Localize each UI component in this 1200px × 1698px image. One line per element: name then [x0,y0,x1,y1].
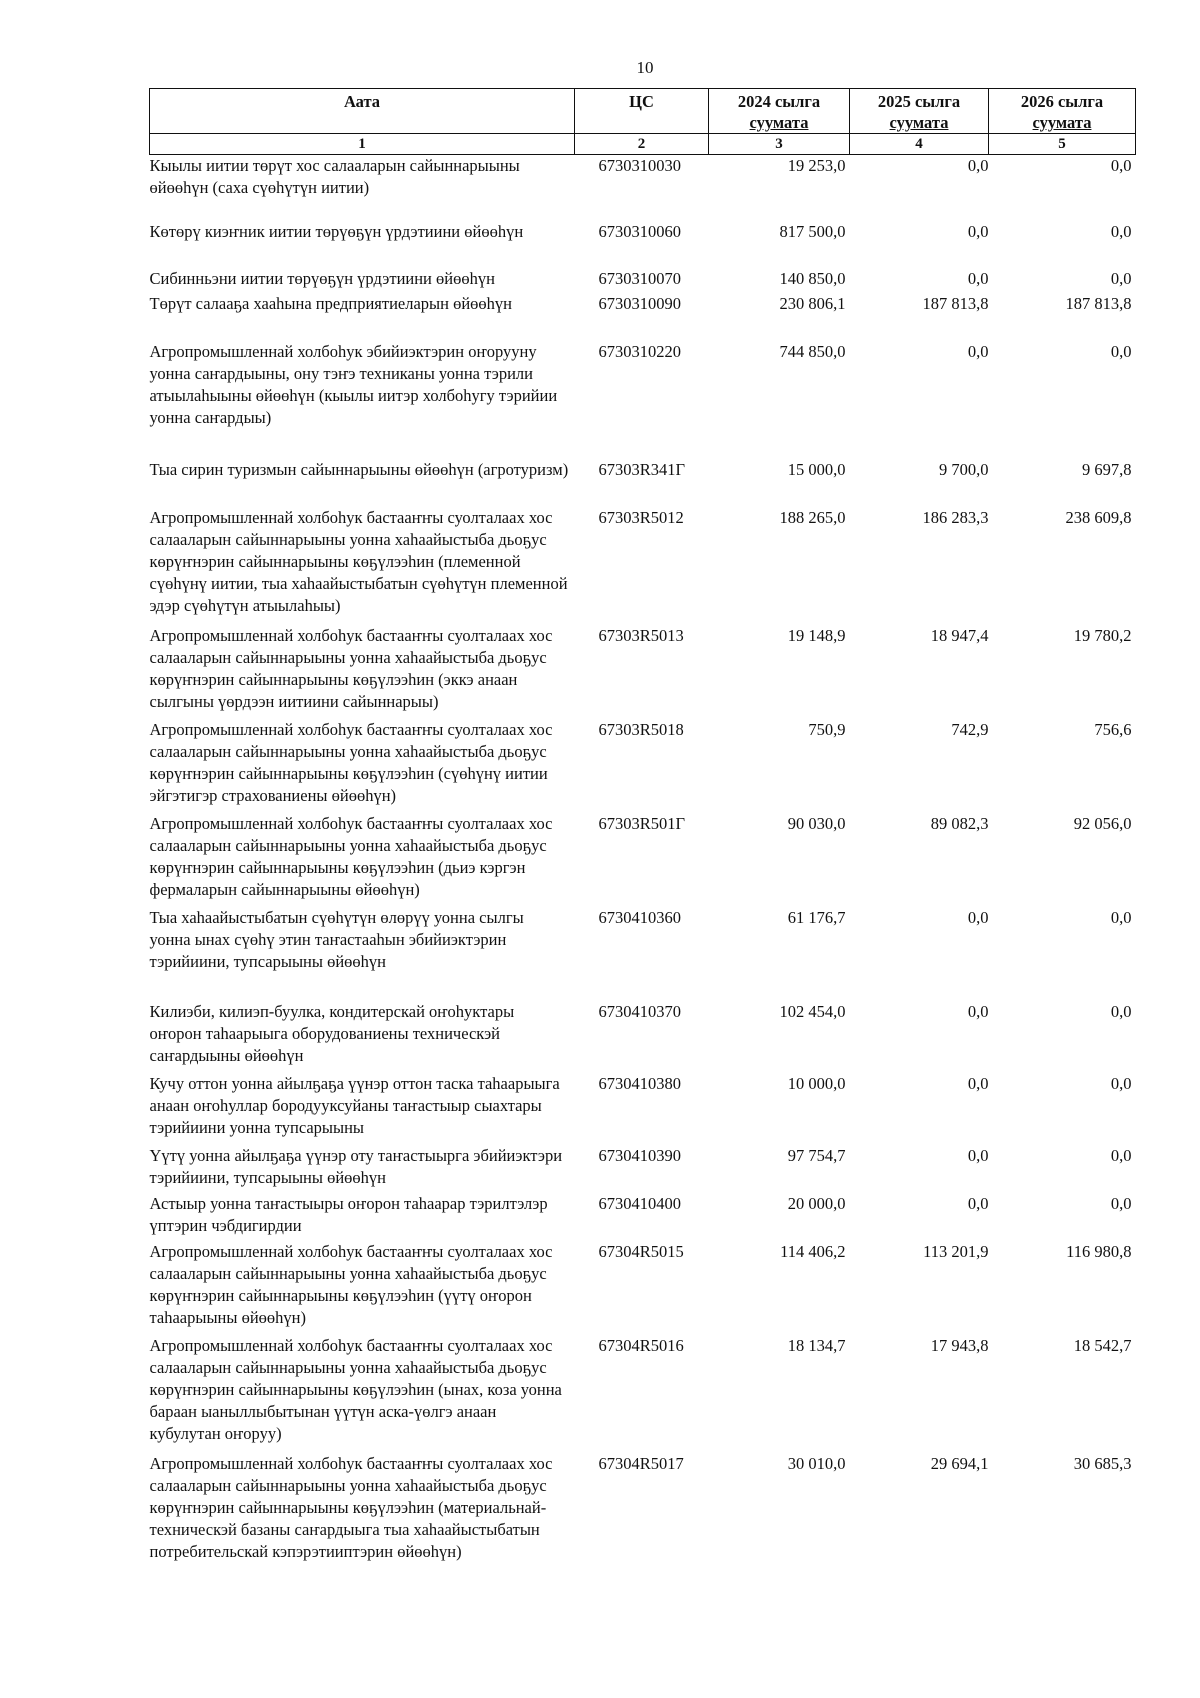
row-code: 67304R5016 [598,1335,684,1355]
header-2024 [709,89,850,134]
row-2026: 116 980,8 [1066,1241,1132,1261]
row-2024: 114 406,2 [780,1241,846,1261]
table-row [150,1145,1136,1193]
budget-table [149,88,1136,1593]
row-code: 6730310030 [598,156,681,175]
row-2026: 92 056,0 [1073,813,1132,833]
row-2026: 0,0 [1110,1193,1132,1213]
row-code: 6730410380 [598,1073,681,1093]
row-name: Агропромышленнай холбоһук бастааҥҥы суолталаах хос салааларын сайыннарыыны уонна хаһаайыстыба дьоҕус көрүҥнэрин сайыннарыыны көҕүлээһин (сүөһүнү иитии эйгэтигэр страхованиены өйөөһүн) [149,719,553,805]
table-header [150,89,1136,155]
row-name: Агропромышленнай холбоһук бастааҥҥы суолталаах хос салааларын сайыннарыыны уонна хаһаайыстыба дьоҕус көрүҥнэрин сайыннарыыны көҕүлээһин (племенной сүөһүнү иитии, тыа хаһаайыстыбатын сүөһүтүн племенной эдэр сүөһүтүн атыылаһыы) [149,507,568,615]
row-2024: 19 253,0 [787,156,846,175]
row-name: Килиэби, килиэп-буулка, кондитерскай оҥоһуктары оҥорон таһаарыыга оборудованиены техническэй саҥардыыны өйөөһүн [149,1001,515,1065]
row-2026: 0,0 [1110,221,1132,241]
page-number: 10 [636,58,654,77]
table-body [150,155,1136,1593]
header-code: ЦС [575,89,709,134]
row-code: 67303R5012 [598,507,684,527]
row-code: 6730310220 [598,341,681,361]
row-code: 67303R501Г [598,813,686,833]
row-name: Агропромышленнай холбоһук бастааҥҥы суолталаах хос салааларын сайыннарыыны уонна хаһаайыстыба дьоҕус көрүҥнэрин сайыннарыыны көҕүлээһин (үүтү оҥорон таһаарыыны өйөөһүн) [149,1241,553,1327]
row-name: Кыылы иитии төрүт хос салааларын сайыннарыыны өйөөһүн (саха сүөһүтүн иитии) [149,156,520,197]
row-2024: 140 850,0 [779,268,846,288]
row-name: Агропромышленнай холбоһук бастааҥҥы суолталаах хос салааларын сайыннарыыны уонна хаһаайыстыба дьоҕус көрүҥнэрин сайыннарыыны көҕүлээһин (эккэ анаан сылгыны үөрдээн иитиини сайыннарыы) [149,625,553,711]
row-2026: 238 609,8 [1065,507,1132,527]
row-2024: 744 850,0 [779,341,846,361]
row-name: Көтөрү киэҥник иитии төрүөҕүн үрдэтиини өйөөһүн [149,221,524,241]
row-2026: 187 813,8 [1065,293,1132,313]
row-2026: 19 780,2 [1073,625,1132,645]
row-2025: 0,0 [967,268,989,288]
table-row [150,813,1136,907]
row-name: Тыа хаһаайыстыбатын сүөһүтүн өлөрүү уонна сылгы уонна ынах сүөһү этин таҥастааһын эбийиэктэрин тэрийиини, тупсарыыны өйөөһүн [149,907,524,971]
row-2026: 0,0 [1110,1001,1132,1021]
row-2026: 9 697,8 [1082,459,1132,479]
table-row [150,507,1136,625]
row-2024: 19 148,9 [787,625,846,645]
row-name: Агропромышленнай холбоһук бастааҥҥы суолталаах хос салааларын сайыннарыыны уонна хаһаайыстыба дьоҕус көрүҥнэрин сайыннарыыны көҕүлээһин (дьиэ кэргэн фермаларын сайыннарыыны өйөөһүн) [149,813,553,899]
table-row [150,1193,1136,1241]
table-row [150,1001,1136,1073]
row-code: 6730310060 [598,221,681,241]
row-2024: 18 134,7 [787,1335,846,1355]
row-2024: 90 030,0 [787,813,846,833]
row-2026: 0,0 [1110,268,1132,288]
row-2025: 0,0 [967,1145,989,1165]
table-row [150,1241,1136,1335]
row-2024: 817 500,0 [779,221,846,241]
header-2026 [989,89,1136,134]
row-name: Кучу оттон уонна айылҕаҕа үүнэр оттон таска таһаарыыга анаан оҥоһуллар бородууксуйаны таҥастыыр сыахтары тэрийиини уонна тупсарыыны [149,1073,560,1137]
table-row [150,155,1136,221]
row-2025: 0,0 [967,221,989,241]
table-row [150,1073,1136,1145]
row-2026: 18 542,7 [1073,1335,1132,1355]
header-name: Аата [150,89,575,134]
row-2026: 756,6 [1094,719,1132,739]
table-row [150,268,1136,293]
header-2026-sum: суумата [1032,113,1092,132]
row-code: 6730410360 [598,907,681,927]
row-name: Сибинньэни иитии төрүөҕүн үрдэтиини өйөөһүн [149,268,495,288]
row-2024: 30 010,0 [787,1453,846,1473]
row-2026: 0,0 [1110,156,1132,175]
header-2025-sum: суумата [889,113,949,132]
header-2026-year: 2026 сылга [1020,92,1104,111]
row-code: 67303R5013 [598,625,684,645]
row-2024: 97 754,7 [787,1145,846,1165]
row-2024: 188 265,0 [779,507,846,527]
table-row [150,293,1136,341]
row-name: Астыыр уонна таҥастыыры оҥорон таһаарар тэрилтэлэр үптэрин чэбдигирдии [149,1193,548,1235]
row-code: 6730410390 [598,1145,681,1165]
row-2026: 0,0 [1110,1145,1132,1165]
row-2024: 15 000,0 [787,459,846,479]
column-number-row [150,134,1136,155]
row-name: Үүтү уонна айылҕаҕа үүнэр оту таҥастыырга эбийиэктэри тэрийиини, тупсарыыны өйөөһүн [149,1145,563,1187]
row-2025: 742,9 [951,719,989,739]
row-name: Тыа сирин туризмын сайыннарыыны өйөөһүн (агротуризм) [149,459,569,479]
row-2025: 0,0 [967,1001,989,1021]
row-2026: 0,0 [1110,1073,1132,1093]
row-code: 6730410370 [598,1001,681,1021]
header-2025-year: 2025 сылга [877,92,961,111]
column-number: 3 [709,134,850,155]
row-2025: 113 201,9 [923,1241,989,1261]
row-2025: 0,0 [967,156,989,175]
row-name: Агропромышленнай холбоһук бастааҥҥы суолталаах хос салааларын сайыннарыыны уонна хаһаайыстыба дьоҕус көрүҥнэрин сайыннарыыны көҕүлээһин (материальнай-техническэй базаны саҥардыыга тыа хаһаайыстыбатын потребительскай кэпэрэтииптэрин өйөөһүн) [149,1453,553,1561]
row-2024: 750,9 [808,719,846,739]
column-number: 5 [989,134,1136,155]
row-2024: 20 000,0 [787,1193,846,1213]
table-row [150,1453,1136,1593]
row-2024: 230 806,1 [779,293,846,313]
table-row [150,907,1136,1001]
row-code: 6730410400 [598,1193,681,1213]
row-code: 6730310090 [598,293,681,313]
row-2024: 61 176,7 [787,907,846,927]
table-row [150,1335,1136,1453]
row-code: 6730310070 [598,268,681,288]
row-2025: 0,0 [967,1193,989,1213]
row-2025: 187 813,8 [922,293,989,313]
row-2025: 18 947,4 [930,625,989,645]
row-2025: 17 943,8 [930,1335,989,1355]
header-2024-sum: суумата [749,113,809,132]
row-2024: 10 000,0 [787,1073,846,1093]
row-code: 67303R341Г [598,459,686,479]
row-name: Агропромышленнай холбоһук эбийиэктэрин оҥорууну уонна саҥардыыны, ону тэҥэ техниканы уонна тэрили атыылаһыыны өйөөһүн (кыылы иитэр холбоһугу тэрийии уонна саҥардыы) [149,341,558,427]
column-number: 2 [575,134,709,155]
table-row [150,341,1136,459]
row-2026: 0,0 [1110,907,1132,927]
header-2024-year: 2024 сылга [737,92,821,111]
column-number: 4 [850,134,989,155]
row-2025: 9 700,0 [939,459,989,479]
row-code: 67303R5018 [598,719,684,739]
row-name: Агропромышленнай холбоһук бастааҥҥы суолталаах хос салааларын сайыннарыыны уонна хаһаайыстыба дьоҕус көрүҥнэрин сайыннарыыны көҕүлээһин (ынах, коза уонна бараан ыаныллыбытынан үүтүн аска-үөлгэ анаан кубулутан оҥоруу) [149,1335,562,1443]
table-row [150,625,1136,719]
row-name: Төрүт салааҕа хааһына предприятиеларын өйөөһүн [149,293,512,313]
row-code: 67304R5017 [598,1453,684,1473]
row-code: 67304R5015 [598,1241,684,1261]
row-2025: 0,0 [967,1073,989,1093]
table-row [150,221,1136,268]
row-2024: 102 454,0 [779,1001,846,1021]
row-2025: 0,0 [967,907,989,927]
table-row [150,719,1136,813]
row-2025: 89 082,3 [930,813,989,833]
row-2025: 29 694,1 [930,1453,989,1473]
row-2025: 0,0 [967,341,989,361]
table-row [150,459,1136,507]
column-number: 1 [150,134,575,155]
row-2025: 186 283,3 [922,507,989,527]
row-2026: 30 685,3 [1073,1453,1132,1473]
row-2026: 0,0 [1110,341,1132,361]
header-2025 [850,89,989,134]
